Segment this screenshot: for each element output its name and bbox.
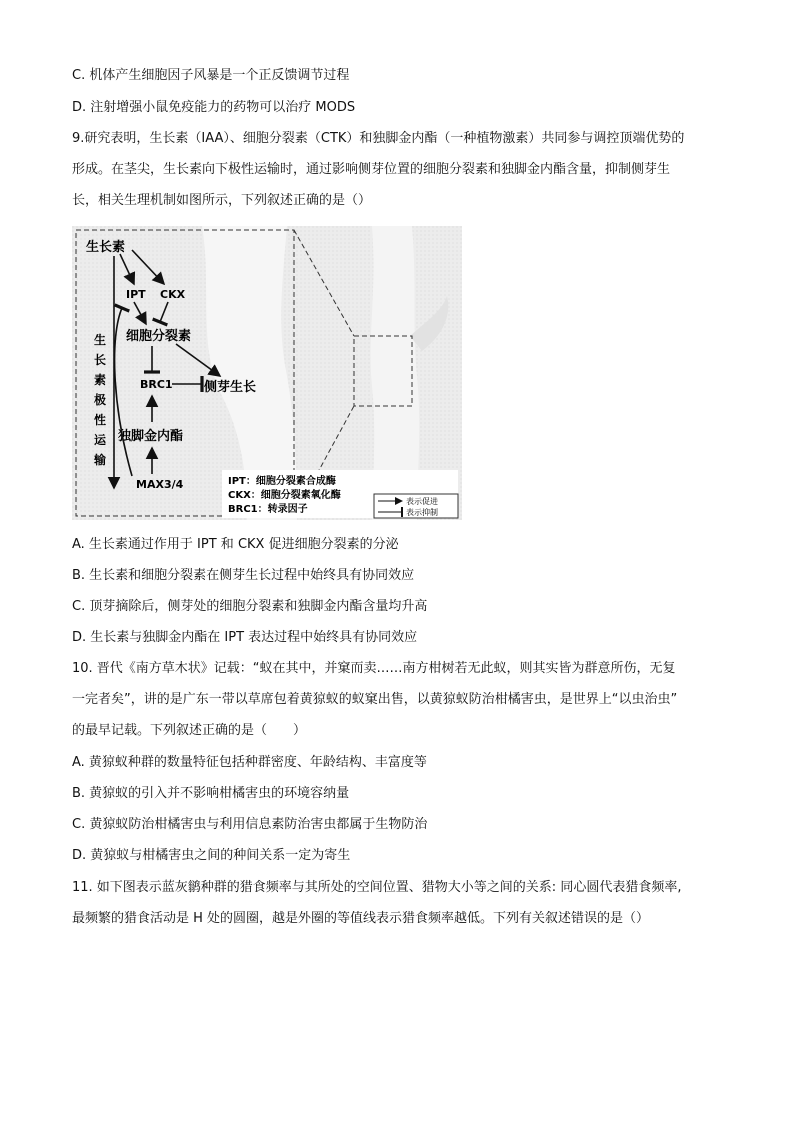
legend-ipt: IPT：细胞分裂素合成酶 xyxy=(228,476,336,487)
node-max: MAX3/4 xyxy=(136,478,184,491)
legend-promote: 表示促进 xyxy=(406,497,438,506)
svg-text:生: 生 xyxy=(94,333,107,347)
q9-option-a: A. 生长素通过作用于 IPT 和 CKX 促进细胞分裂素的分泌 xyxy=(72,537,399,552)
svg-text:输: 输 xyxy=(94,453,107,467)
node-brc1: BRC1 xyxy=(140,378,173,391)
q10-stem-line-3: 的最早记载。下列叙述正确的是（ ） xyxy=(72,723,307,738)
q10-option-d: D. 黄猄蚁与柑橘害虫之间的种间关系一定为寄生 xyxy=(72,848,351,863)
node-lateral-bud: 侧芽生长 xyxy=(204,380,257,395)
svg-text:素: 素 xyxy=(94,373,107,387)
q10-option-b: B. 黄猄蚁的引入并不影响柑橘害虫的环境容纳量 xyxy=(72,786,350,801)
q10-option-a: A. 黄猄蚁种群的数量特征包括种群密度、年龄结构、丰富度等 xyxy=(72,755,427,770)
svg-text:长: 长 xyxy=(94,353,107,367)
legend-ckx: CKX：细胞分裂素氧化酶 xyxy=(228,490,341,501)
node-cytokinin: 细胞分裂素 xyxy=(126,329,192,344)
q9-option-b: B. 生长素和细胞分裂素在侧芽生长过程中始终具有协同效应 xyxy=(72,568,415,583)
hormone-diagram xyxy=(72,226,462,520)
node-ckx: CKX xyxy=(160,288,186,301)
q9-option-c: C. 顶芽摘除后，侧芽处的细胞分裂素和独脚金内酯含量均升高 xyxy=(72,599,428,614)
legend-brc1: BRC1：转录因子 xyxy=(228,504,308,515)
svg-text:性: 性 xyxy=(94,413,107,427)
q9-stem-line-1: 9.研究表明，生长素（IAA）、细胞分裂素（CTK）和独脚金内酯（一种植物激素）共同参与调控顶端优势的 xyxy=(72,131,685,146)
node-ipt: IPT xyxy=(126,288,146,301)
q9-stem-line-2: 形成。在茎尖，生长素向下极性运输时，通过影响侧芽位置的细胞分裂素和独脚金内酯含量，抑制侧芽生 xyxy=(72,162,671,177)
node-strigolactone: 独脚金内酯 xyxy=(118,429,184,444)
q10-stem-line-2: 一完者矣”，讲的是广东一带以草席包着黄猄蚁的蚁窠出售，以黄猄蚁防治柑橘害虫，是世界上“以虫治虫” xyxy=(72,692,678,707)
svg-text:运: 运 xyxy=(94,433,107,447)
label-polar-transport xyxy=(93,332,107,467)
q8-option-c: C. 机体产生细胞因子风暴是一个正反馈调节过程 xyxy=(72,68,350,83)
q10-option-c: C. 黄猄蚁防治柑橘害虫与利用信息素防治害虫都属于生物防治 xyxy=(72,817,428,832)
q9-option-d: D. 生长素与独脚金内酯在 IPT 表达过程中始终具有协同效应 xyxy=(72,630,418,645)
q11-stem-line-1: 11. 如下图表示蓝灰鹟种群的猎食频率与其所处的空间位置、猎物大小等之间的关系: 同心圆代表猎食频率, xyxy=(72,880,682,895)
q10-stem-line-1: 10. 晋代《南方草木状》记载：“蚁在其中，并窠而卖……南方柑树若无此蚁，则其实皆为群意所伤，无复 xyxy=(72,661,676,676)
svg-text:极: 极 xyxy=(94,393,107,407)
q8-option-d: D. 注射增强小鼠免疫能力的药物可以治疗 MODS xyxy=(72,100,356,115)
node-auxin: 生长素 xyxy=(86,240,126,255)
legend-inhibit: 表示抑制 xyxy=(406,508,438,517)
q9-stem-line-3: 长，相关生理机制如图所示，下列叙述正确的是（） xyxy=(72,193,372,208)
q11-stem-line-2: 最频繁的猎食活动是 H 处的圆圈，越是外圈的等值线表示猎食频率越低。下列有关叙述错误的是（） xyxy=(72,911,650,926)
